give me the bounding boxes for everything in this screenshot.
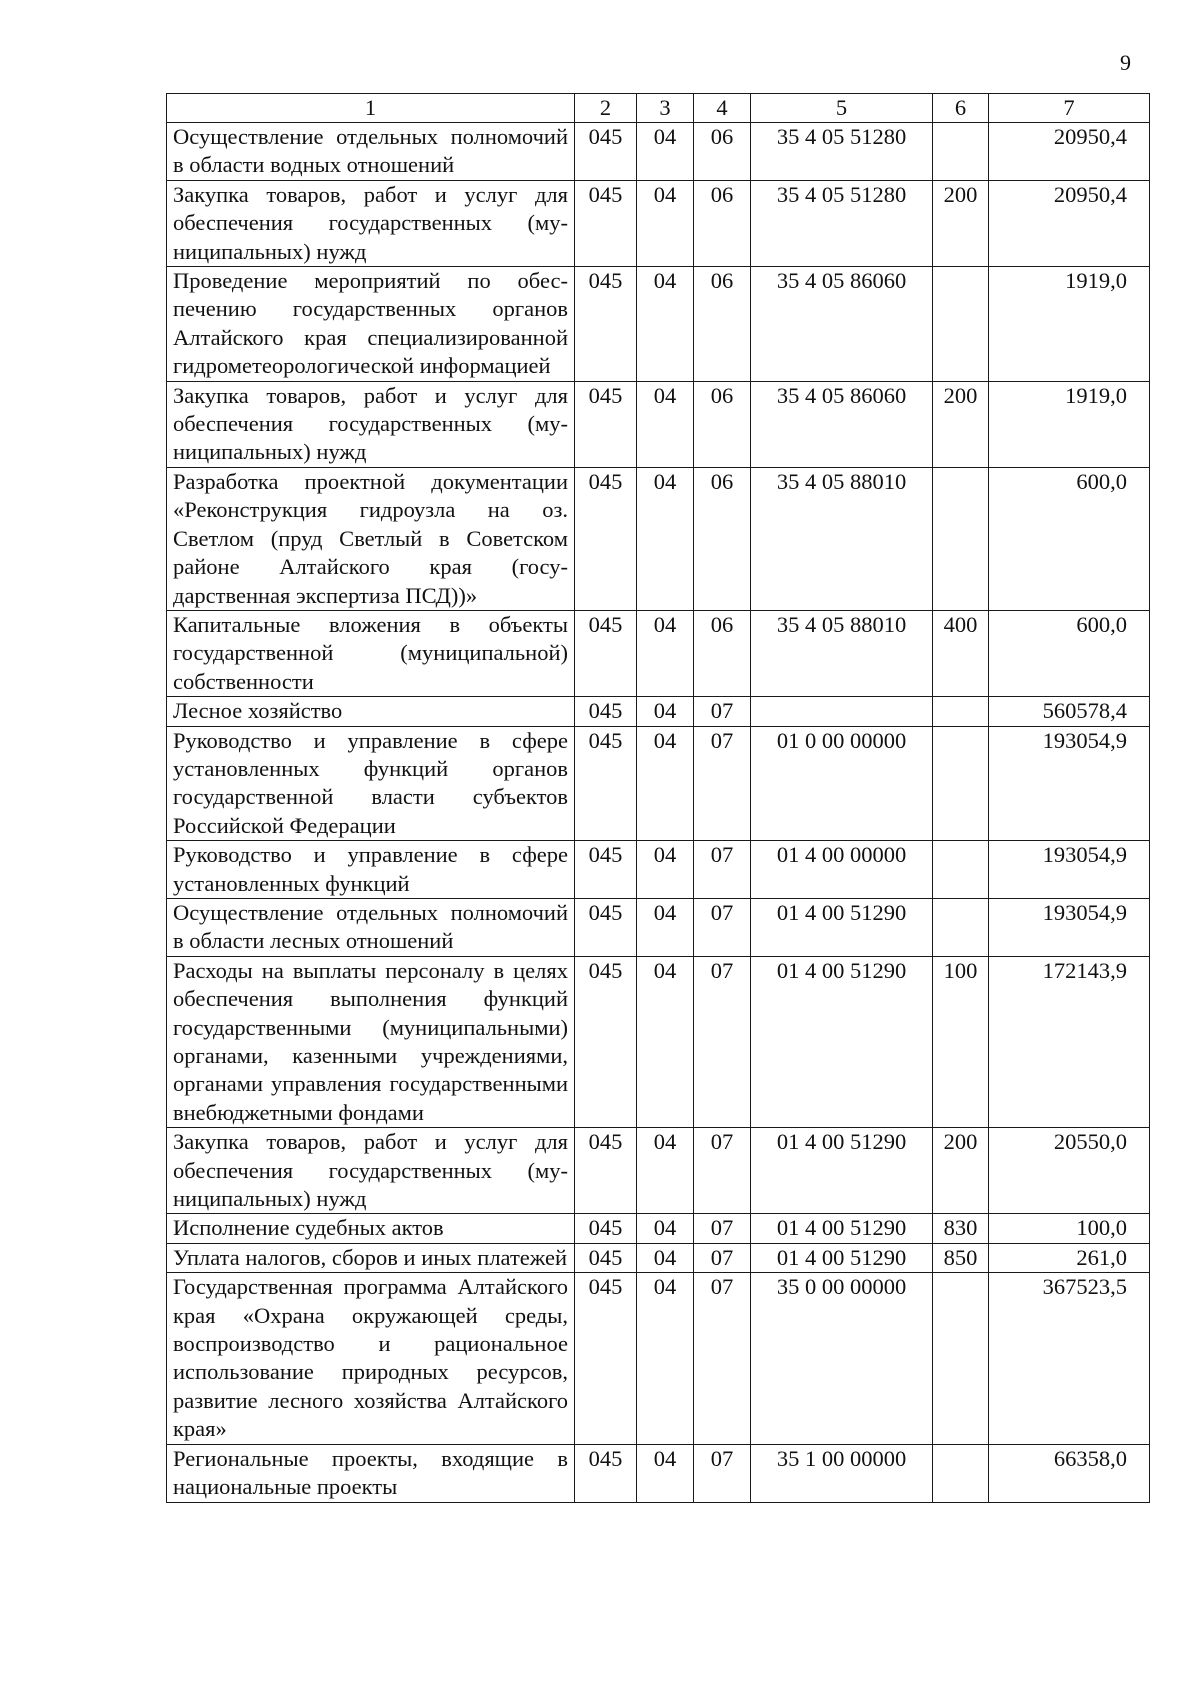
row-target-code: 01 4 00 00000 (751, 841, 933, 899)
table-row (167, 697, 1150, 726)
row-amount: 20550,0 (989, 1128, 1150, 1214)
row-section-code: 04 (637, 1243, 694, 1272)
row-description: Лесное хозяйство (167, 697, 575, 726)
row-description: Закупка товаров, работ и услуг для обеспечения государственных (муниципальных) нужд (167, 1128, 575, 1214)
row-expense-type: 200 (933, 381, 989, 467)
row-admin-code: 045 (575, 180, 637, 266)
row-amount: 1919,0 (989, 267, 1150, 382)
row-amount: 261,0 (989, 1243, 1150, 1272)
row-expense-type: 830 (933, 1214, 989, 1243)
row-amount: 193054,9 (989, 726, 1150, 841)
row-target-code: 01 4 00 51290 (751, 1128, 933, 1214)
table-row (167, 381, 1150, 467)
table-row (167, 898, 1150, 956)
column-header-5: 5 (751, 94, 933, 123)
row-subsection-code: 07 (694, 697, 751, 726)
row-section-code: 04 (637, 610, 694, 696)
row-section-code: 04 (637, 956, 694, 1127)
row-subsection-code: 06 (694, 610, 751, 696)
row-target-code: 35 4 05 88010 (751, 610, 933, 696)
page-number: 9 (1120, 50, 1131, 75)
table-row (167, 467, 1150, 610)
row-target-code: 35 4 05 88010 (751, 467, 933, 610)
table-row (167, 1273, 1150, 1444)
column-header-4: 4 (694, 94, 751, 123)
row-admin-code: 045 (575, 841, 637, 899)
row-target-code: 35 4 05 51280 (751, 180, 933, 266)
row-admin-code: 045 (575, 726, 637, 841)
row-amount: 560578,4 (989, 697, 1150, 726)
row-target-code: 35 4 05 86060 (751, 381, 933, 467)
row-subsection-code: 07 (694, 1243, 751, 1272)
table-row (167, 123, 1150, 181)
column-header-7: 7 (989, 94, 1150, 123)
row-admin-code: 045 (575, 697, 637, 726)
row-description: Региональные проекты, входящие в национальные проекты (167, 1444, 575, 1502)
row-admin-code: 045 (575, 898, 637, 956)
row-description: Уплата налогов, сборов и иных платежей (167, 1243, 575, 1272)
row-expense-type (933, 726, 989, 841)
row-admin-code: 045 (575, 123, 637, 181)
row-target-code: 35 1 00 00000 (751, 1444, 933, 1502)
row-expense-type: 200 (933, 180, 989, 266)
row-subsection-code: 07 (694, 1273, 751, 1444)
table-row (167, 180, 1150, 266)
row-section-code: 04 (637, 697, 694, 726)
row-target-code: 01 4 00 51290 (751, 898, 933, 956)
row-target-code (751, 697, 933, 726)
budget-table (166, 93, 1150, 1503)
row-description: Закупка товаров, работ и услуг для обеспечения государственных (муниципальных) нужд (167, 180, 575, 266)
row-subsection-code: 07 (694, 841, 751, 899)
row-expense-type (933, 267, 989, 382)
row-admin-code: 045 (575, 1273, 637, 1444)
row-expense-type (933, 841, 989, 899)
row-admin-code: 045 (575, 1128, 637, 1214)
header-row (167, 94, 1150, 123)
row-target-code: 35 4 05 51280 (751, 123, 933, 181)
row-target-code: 01 4 00 51290 (751, 956, 933, 1127)
table-row (167, 956, 1150, 1127)
table-row (167, 610, 1150, 696)
row-description: Государственная программа Алтайского края «Охрана окружающей среды, воспроизводство и рациональное использование природных ресурсов, развитие лесного хозяйства Алтайского края» (167, 1273, 575, 1444)
row-amount: 172143,9 (989, 956, 1150, 1127)
table-row (167, 841, 1150, 899)
row-amount: 20950,4 (989, 123, 1150, 181)
row-admin-code: 045 (575, 1214, 637, 1243)
row-section-code: 04 (637, 467, 694, 610)
row-description: Разработка проектной документации «Реконструкция гидроузла на оз. Светлом (пруд Светлый в Советском районе Алтайского края (государственная экспертиза ПСД))» (167, 467, 575, 610)
table-row (167, 1128, 1150, 1214)
row-target-code: 01 4 00 51290 (751, 1243, 933, 1272)
row-description: Закупка товаров, работ и услуг для обеспечения государственных (муниципальных) нужд (167, 381, 575, 467)
row-section-code: 04 (637, 267, 694, 382)
row-subsection-code: 06 (694, 467, 751, 610)
row-amount: 66358,0 (989, 1444, 1150, 1502)
row-amount: 193054,9 (989, 841, 1150, 899)
row-admin-code: 045 (575, 610, 637, 696)
row-admin-code: 045 (575, 267, 637, 382)
row-subsection-code: 07 (694, 1444, 751, 1502)
row-expense-type (933, 123, 989, 181)
row-subsection-code: 07 (694, 1128, 751, 1214)
row-admin-code: 045 (575, 381, 637, 467)
row-section-code: 04 (637, 1128, 694, 1214)
row-amount: 193054,9 (989, 898, 1150, 956)
row-expense-type: 100 (933, 956, 989, 1127)
table-row (167, 1444, 1150, 1502)
row-section-code: 04 (637, 1444, 694, 1502)
row-amount: 1919,0 (989, 381, 1150, 467)
row-subsection-code: 06 (694, 123, 751, 181)
table-row (167, 1214, 1150, 1243)
column-header-1: 1 (167, 94, 575, 123)
row-section-code: 04 (637, 898, 694, 956)
row-section-code: 04 (637, 1273, 694, 1444)
row-subsection-code: 06 (694, 381, 751, 467)
table-row (167, 267, 1150, 382)
column-header-2: 2 (575, 94, 637, 123)
row-section-code: 04 (637, 123, 694, 181)
row-subsection-code: 07 (694, 726, 751, 841)
row-expense-type (933, 697, 989, 726)
row-expense-type: 200 (933, 1128, 989, 1214)
row-admin-code: 045 (575, 1444, 637, 1502)
row-amount: 600,0 (989, 467, 1150, 610)
row-admin-code: 045 (575, 1243, 637, 1272)
row-subsection-code: 07 (694, 1214, 751, 1243)
row-expense-type (933, 1444, 989, 1502)
column-header-3: 3 (637, 94, 694, 123)
row-description: Осуществление отдельных полномочий в области лесных отношений (167, 898, 575, 956)
row-admin-code: 045 (575, 467, 637, 610)
row-section-code: 04 (637, 1214, 694, 1243)
row-amount: 600,0 (989, 610, 1150, 696)
row-expense-type (933, 1273, 989, 1444)
table-row (167, 1243, 1150, 1272)
row-description: Расходы на выплаты персоналу в целях обеспечения выполнения функций государственными (муниципальными) органами, казенными учреждениями, органами управления государственными внебюджетными фондами (167, 956, 575, 1127)
row-description: Исполнение судебных актов (167, 1214, 575, 1243)
row-subsection-code: 06 (694, 180, 751, 266)
column-header-6: 6 (933, 94, 989, 123)
row-expense-type (933, 898, 989, 956)
row-target-code: 35 0 00 00000 (751, 1273, 933, 1444)
row-expense-type: 400 (933, 610, 989, 696)
row-amount: 367523,5 (989, 1273, 1150, 1444)
row-description: Руководство и управление в сфере установленных функций органов государственной власти субъектов Российской Федерации (167, 726, 575, 841)
row-target-code: 35 4 05 86060 (751, 267, 933, 382)
row-section-code: 04 (637, 726, 694, 841)
row-amount: 20950,4 (989, 180, 1150, 266)
row-description: Осуществление отдельных полномочий в области водных отношений (167, 123, 575, 181)
row-target-code: 01 0 00 00000 (751, 726, 933, 841)
row-amount: 100,0 (989, 1214, 1150, 1243)
row-description: Капитальные вложения в объекты государственной (муниципальной) собственности (167, 610, 575, 696)
row-target-code: 01 4 00 51290 (751, 1214, 933, 1243)
row-description: Руководство и управление в сфере установленных функций (167, 841, 575, 899)
table-row (167, 726, 1150, 841)
row-subsection-code: 07 (694, 898, 751, 956)
row-section-code: 04 (637, 841, 694, 899)
row-description: Проведение мероприятий по обеспечению государственных органов Алтайского края специализированной гидрометеорологической информацией (167, 267, 575, 382)
row-section-code: 04 (637, 180, 694, 266)
row-expense-type (933, 467, 989, 610)
row-section-code: 04 (637, 381, 694, 467)
row-subsection-code: 07 (694, 956, 751, 1127)
row-expense-type: 850 (933, 1243, 989, 1272)
row-subsection-code: 06 (694, 267, 751, 382)
row-admin-code: 045 (575, 956, 637, 1127)
